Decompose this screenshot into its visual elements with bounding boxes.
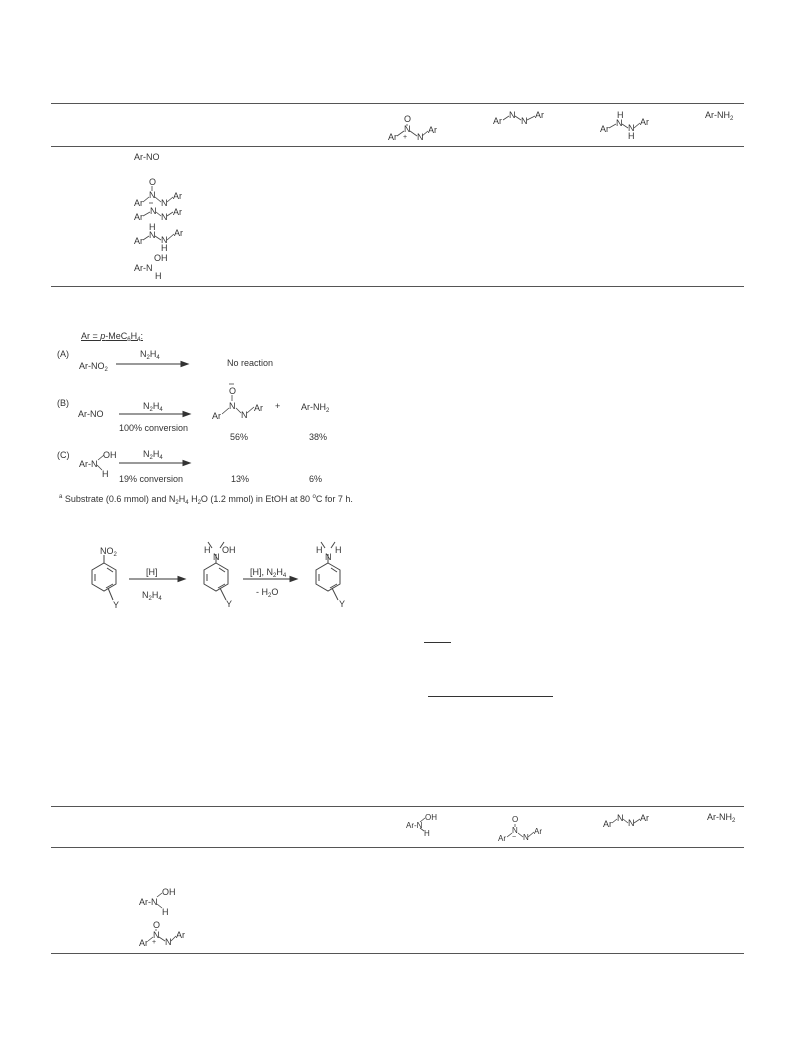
table2-bonds bbox=[0, 800, 793, 960]
scheme1-b-yield2: 38% bbox=[309, 432, 328, 442]
atom-n: N bbox=[628, 123, 635, 133]
scheme1-b-substrate: Ar-NO bbox=[78, 409, 104, 419]
scheme2-nitro: $NO_2$ bbox=[100, 546, 117, 558]
atom-ar: Ar bbox=[176, 930, 185, 940]
atom-ar-n: Ar-N bbox=[406, 821, 423, 830]
scheme1-b-conversion: 100% conversion bbox=[119, 423, 189, 433]
table1-row-nitroso: Ar-NO bbox=[134, 152, 160, 162]
scheme1-b-product2: $Ar-NH_2$ bbox=[301, 402, 330, 414]
atom-o: O bbox=[404, 114, 412, 124]
atom-ar: Ar bbox=[134, 198, 143, 208]
atom-oh: OH bbox=[162, 887, 176, 897]
atom-ar: Ar bbox=[173, 191, 182, 201]
scheme2-y1: Y bbox=[113, 600, 120, 610]
atom-n: N bbox=[628, 818, 635, 828]
atom-oh: OH bbox=[425, 813, 437, 822]
scheme1-b-reagent: $N_2H_4$ bbox=[143, 401, 163, 413]
atom-ar: Ar bbox=[640, 813, 649, 823]
atom-n: N bbox=[617, 813, 624, 823]
scheme2-h-right: H bbox=[335, 545, 342, 555]
atom-o: O bbox=[149, 177, 157, 187]
scheme1-footnote: $^a$ Substrate (0.6 mmol) and $N_2H_4$ $H_2O$ (1.2 mmol) in EtOH at 80 $^o$C for 7 h. bbox=[59, 494, 353, 506]
atom-ar: Ar bbox=[173, 207, 182, 217]
atom-n: N bbox=[161, 198, 168, 208]
atom-ar-n: Ar-N bbox=[139, 897, 158, 907]
scheme1-c-yield1: 13% bbox=[231, 474, 250, 484]
atom-h: H bbox=[149, 222, 156, 232]
scheme1-label-a: (A) bbox=[57, 349, 69, 359]
atom-ar: Ar bbox=[174, 228, 183, 238]
scheme2-hydroxyl: OH bbox=[222, 545, 236, 555]
scheme2-step1-top: [H] bbox=[146, 567, 158, 577]
atom-n: N bbox=[523, 833, 529, 842]
scheme2-h-left: H bbox=[316, 545, 323, 555]
benzene-ring bbox=[92, 563, 116, 591]
atom-ar: Ar bbox=[134, 236, 143, 246]
scheme2-step2-bottom: - $H_2O$ bbox=[256, 587, 279, 599]
atom-ar: Ar bbox=[493, 116, 502, 126]
atom-h: H bbox=[161, 243, 168, 253]
scheme1-c-reagent: $N_2H_4$ bbox=[143, 449, 163, 461]
atom-n: N bbox=[512, 826, 518, 835]
scheme2-y2: Y bbox=[226, 599, 233, 609]
atom-n: N bbox=[404, 124, 411, 134]
atom-n: N bbox=[149, 230, 156, 240]
benzene-ring bbox=[204, 563, 228, 591]
scheme1-a-reagent: $N_2H_4$ bbox=[140, 349, 160, 361]
atom-ar: Ar bbox=[212, 411, 221, 421]
scheme1-c-conversion: 19% conversion bbox=[119, 474, 184, 484]
atom-n: N bbox=[229, 401, 236, 411]
atom-ar: Ar bbox=[388, 132, 397, 142]
scheme2-step1-bottom: $N_2H_4$ bbox=[142, 590, 162, 602]
table2-header-amine: $Ar-NH_2$ bbox=[707, 812, 736, 824]
scheme2-step2-top: [H], $N_2H_4$ bbox=[250, 567, 287, 579]
atom-o: O bbox=[512, 815, 519, 824]
atom-ar: Ar bbox=[600, 124, 609, 134]
atom-h: H bbox=[424, 829, 430, 838]
scheme1-label-c: (C) bbox=[57, 450, 70, 460]
benzene-ring bbox=[316, 563, 340, 591]
scheme2-n3: N bbox=[325, 552, 332, 562]
atom-n: N bbox=[149, 190, 156, 200]
atom-ar: Ar bbox=[535, 110, 544, 120]
scheme1-ar-definition: $Ar = p-MeC_6H_4$: bbox=[81, 331, 143, 343]
atom-ar: Ar bbox=[134, 212, 143, 222]
atom-n: N bbox=[417, 132, 424, 142]
charge-minus: − bbox=[512, 834, 517, 841]
atom-n: N bbox=[616, 118, 623, 128]
atom-n: N bbox=[161, 235, 168, 245]
atom-h: H bbox=[155, 271, 162, 281]
atom-oh: OH bbox=[154, 253, 168, 263]
atom-h: H bbox=[617, 110, 624, 120]
scheme1-a-substrate: $Ar-NO_2$ bbox=[79, 361, 108, 373]
atom-ar-n: Ar-N bbox=[134, 263, 153, 273]
atom-o: O bbox=[229, 386, 237, 396]
scheme2-drawing bbox=[0, 530, 793, 630]
atom-ar-n: Ar-N bbox=[79, 459, 98, 469]
atom-n: N bbox=[150, 206, 157, 216]
atom-n: N bbox=[241, 410, 248, 420]
atom-h: H bbox=[102, 469, 109, 479]
charge-plus: + bbox=[403, 134, 408, 141]
scheme1-c-yield2: 6% bbox=[309, 474, 323, 484]
atom-ar: Ar bbox=[139, 938, 148, 948]
underline-mark bbox=[428, 696, 553, 697]
atom-h: H bbox=[628, 131, 635, 141]
atom-h: H bbox=[162, 907, 169, 917]
table1-header-amine: $Ar-NH_2$ bbox=[705, 110, 734, 122]
atom-ar: Ar bbox=[640, 117, 649, 127]
atom-o: O bbox=[153, 920, 161, 930]
atom-n: N bbox=[153, 930, 160, 940]
underline-mark bbox=[424, 642, 451, 643]
atom-ar: Ar bbox=[428, 125, 437, 135]
scheme1-arrows bbox=[0, 300, 793, 500]
atom-ar: Ar bbox=[254, 403, 263, 413]
scheme1-label-b: (B) bbox=[57, 398, 69, 408]
atom-ar: Ar bbox=[534, 827, 542, 836]
atom-n: N bbox=[509, 110, 516, 120]
scheme1-b-yield1: 56% bbox=[230, 432, 249, 442]
scheme1-a-result: No reaction bbox=[227, 358, 274, 368]
scheme1-b-plus: + bbox=[275, 401, 281, 411]
scheme2-hn-n: N bbox=[213, 552, 220, 562]
scheme2-y3: Y bbox=[339, 599, 346, 609]
atom-ar: Ar bbox=[603, 819, 612, 829]
atom-n: N bbox=[161, 212, 168, 222]
atom-ar: Ar bbox=[498, 834, 506, 843]
atom-oh: OH bbox=[103, 450, 117, 460]
scheme2-hn-h: H bbox=[204, 545, 211, 555]
atom-n: N bbox=[165, 937, 172, 947]
atom-n: N bbox=[521, 116, 528, 126]
table1-bonds bbox=[0, 0, 793, 300]
charge-plus: + bbox=[152, 939, 157, 946]
